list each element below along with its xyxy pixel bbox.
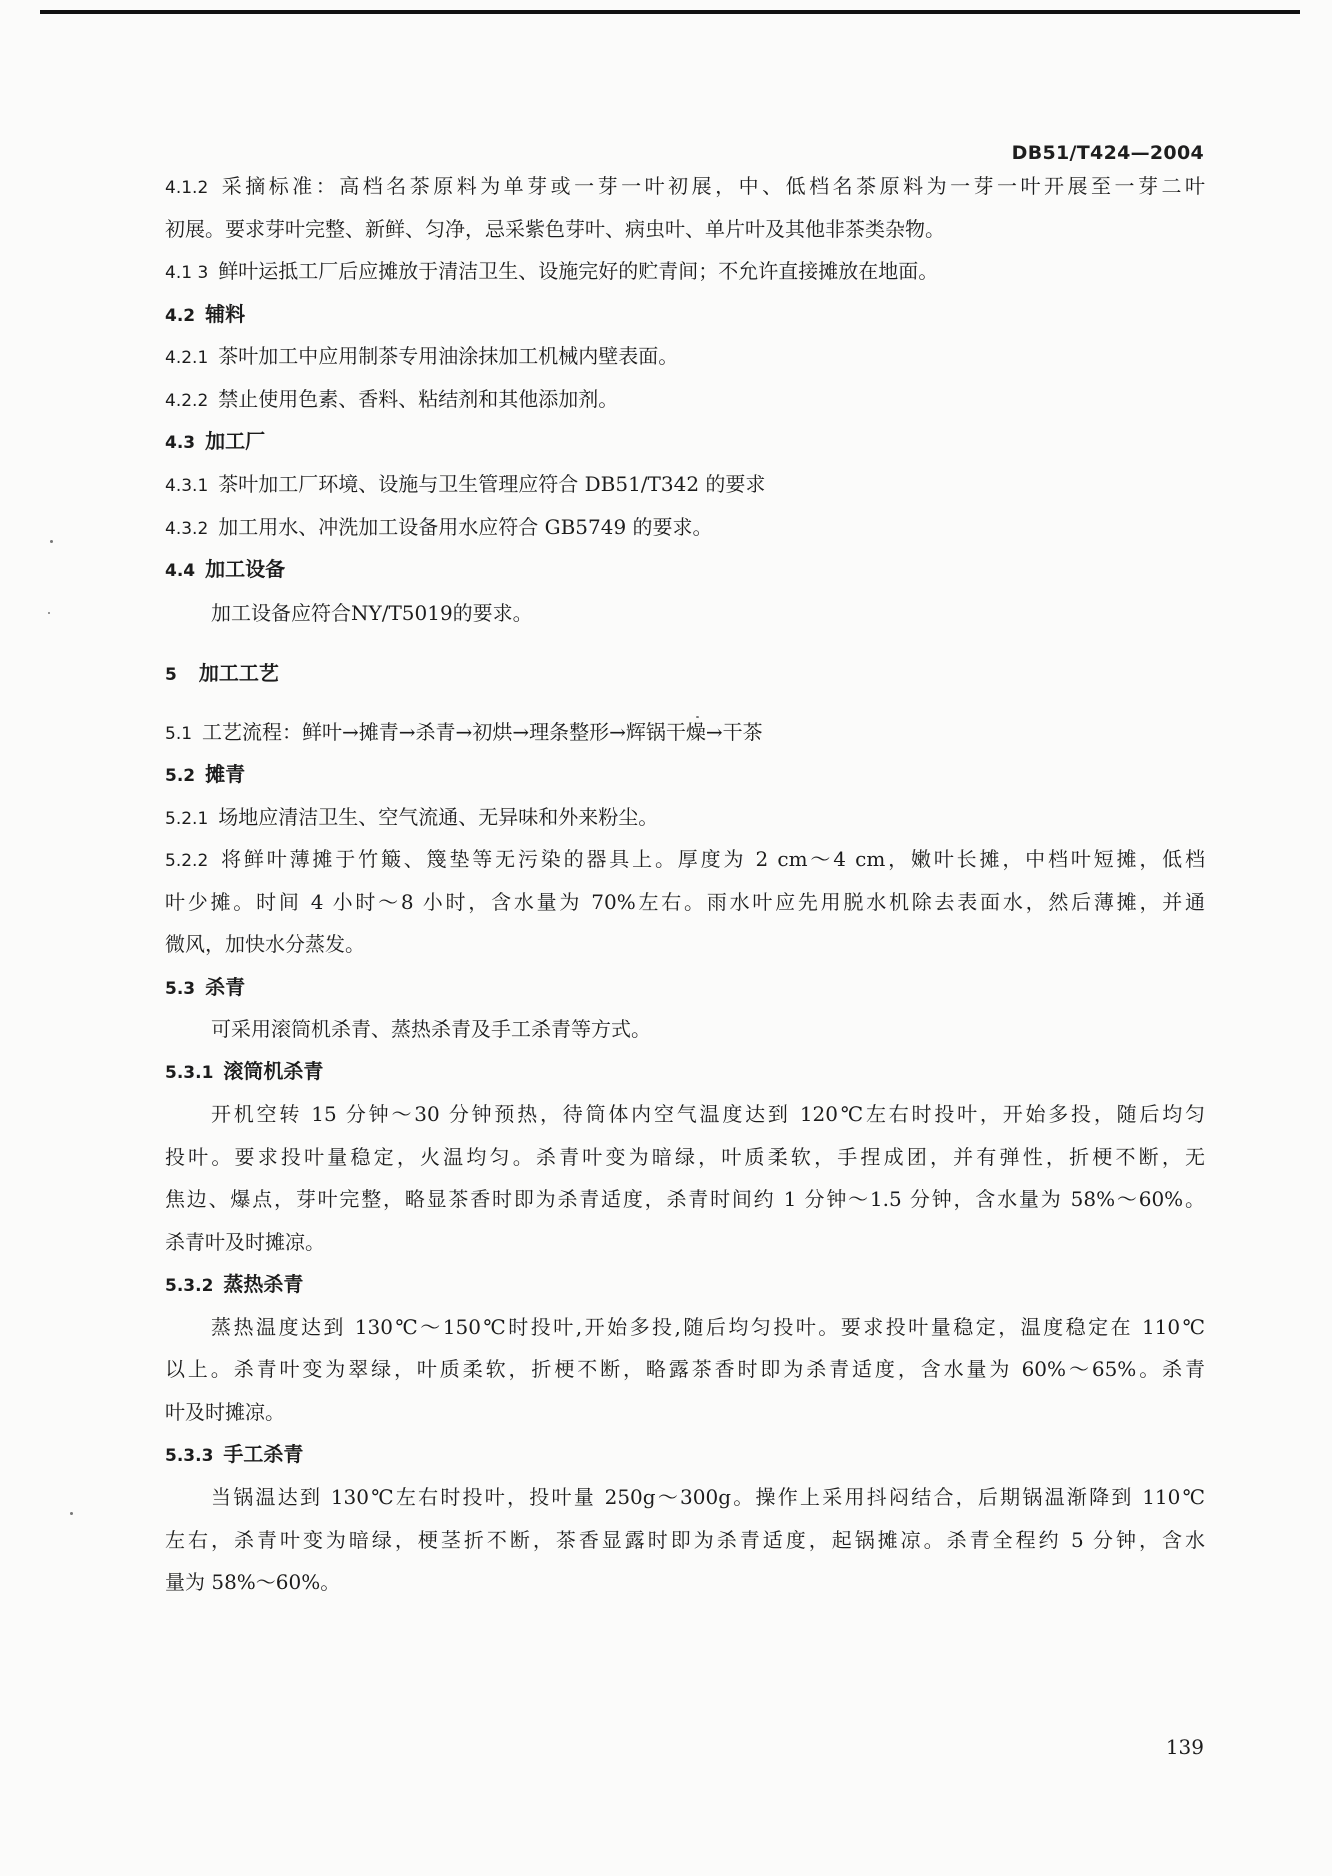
- clause-4-1-2-line-2: 初展。要求芽叶完整、新鲜、匀净，忌采紫色芽叶、病虫叶、单片叶及其他非茶类杂物。: [165, 217, 945, 241]
- clause-5-3-1-line-4: 杀青叶及时摊凉。: [165, 1230, 325, 1254]
- clause-5-3-2-heading: 5.3.2 蒸热杀青: [165, 1272, 304, 1296]
- scan-speck: [696, 716, 699, 718]
- clause-4-1-3: 4.1 3 鲜叶运抵工厂后应摊放于清洁卫生、设施完好的贮青间；不允许直接摊放在地面。: [165, 259, 939, 283]
- clause-4-3-1: 4.3.1 茶叶加工厂环境、设施与卫生管理应符合 DB51/T342 的要求: [165, 472, 766, 496]
- clause-5-2-1: 5.2.1 场地应清洁卫生、空气流通、无异味和外来粉尘。: [165, 805, 659, 829]
- clause-5-3-3-line-1: 当锅温达到 130℃左右时投叶，投叶量 250g～300g。操作上采用抖闷结合，后期锅温渐降到 110℃: [211, 1485, 1205, 1509]
- clause-5-3-1-line-3: 焦边、爆点，芽叶完整，略显茶香时即为杀青适度，杀青时间约 1 分钟～1.5 分钟，含水量为 58%～60%。: [165, 1187, 1205, 1211]
- document-code: DB51/T424—2004: [1011, 142, 1204, 164]
- clause-4-2-2: 4.2.2 禁止使用色素、香料、粘结剂和其他添加剂。: [165, 387, 619, 411]
- clause-5-3-3-line-2: 左右，杀青叶变为暗绿，梗茎折不断，茶香显露时即为杀青适度，起锅摊凉。杀青全程约 5 分钟，含水: [165, 1528, 1205, 1552]
- scan-speck: [48, 612, 50, 614]
- chapter-5-heading: 5 加工工艺: [165, 661, 279, 685]
- clause-5-3-2-line-3: 叶及时摊凉。: [165, 1400, 285, 1424]
- page-number: 139: [1165, 1735, 1204, 1759]
- clause-5-3-1-heading: 5.3.1 滚筒机杀青: [165, 1059, 324, 1083]
- scan-speck: [50, 540, 53, 543]
- top-rule: [40, 10, 1300, 14]
- clause-5-3-2-line-2: 以上。杀青叶变为翠绿，叶质柔软，折梗不断，略露茶香时即为杀青适度，含水量为 60%～65%。杀青: [165, 1357, 1205, 1381]
- clause-5-3-1-line-1: 开机空转 15 分钟～30 分钟预热，待筒体内空气温度达到 120℃左右时投叶，开始多投，随后均匀: [211, 1102, 1205, 1126]
- clause-5-3-3-line-3: 量为 58%～60%。: [165, 1570, 341, 1594]
- clause-5-2-2-line-1: 5.2.2 将鲜叶薄摊于竹簸、篾垫等无污染的器具上。厚度为 2 cm～4 cm，嫩叶长摊，中档叶短摊，低档: [165, 847, 1205, 871]
- clause-5-3-2-line-1: 蒸热温度达到 130℃～150℃时投叶,开始多投,随后均匀投叶。要求投叶量稳定，温度稳定在 110℃: [211, 1315, 1205, 1339]
- section-4-3-heading: 4.3 加工厂: [165, 429, 266, 453]
- clause-5-1: 5.1 工艺流程：鲜叶→摊青→杀青→初烘→理条整形→辉锅干燥→干茶: [165, 720, 763, 744]
- clause-4-2-1: 4.2.1 茶叶加工中应用制茶专用油涂抹加工机械内壁表面。: [165, 344, 679, 368]
- clause-5-2-2-line-3: 微风，加快水分蒸发。: [165, 932, 365, 956]
- clause-5-3-3-heading: 5.3.3 手工杀青: [165, 1442, 304, 1466]
- scan-speck: [70, 1512, 73, 1515]
- section-4-4-heading: 4.4 加工设备: [165, 557, 286, 581]
- clause-5-2-2-line-2: 叶少摊。时间 4 小时～8 小时，含水量为 70%左右。雨水叶应先用脱水机除去表面水，然后薄摊，并通: [165, 890, 1205, 914]
- section-4-4-body: 加工设备应符合NY/T5019的要求。: [211, 601, 533, 625]
- clause-4-1-2-line-1: 4.1.2 采摘标准：高档名茶原料为单芽或一芽一叶初展，中、低档名茶原料为一芽一叶开展至一芽二叶: [165, 174, 1205, 198]
- clause-5-3-1-line-2: 投叶。要求投叶量稳定，火温均匀。杀青叶变为暗绿，叶质柔软，手捏成团，并有弹性，折梗不断，无: [165, 1145, 1205, 1169]
- section-5-3-heading: 5.3 杀青: [165, 975, 246, 999]
- section-5-2-heading: 5.2 摊青: [165, 762, 246, 786]
- clause-4-3-2: 4.3.2 加工用水、冲洗加工设备用水应符合 GB5749 的要求。: [165, 515, 713, 539]
- section-4-2-heading: 4.2 辅料: [165, 302, 246, 326]
- section-5-3-body: 可采用滚筒机杀青、蒸热杀青及手工杀青等方式。: [211, 1017, 651, 1041]
